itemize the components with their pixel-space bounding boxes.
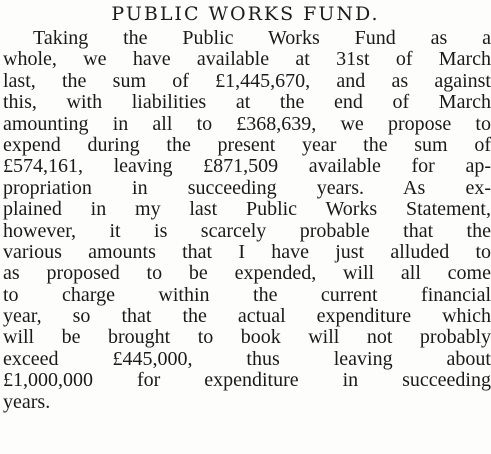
article-line: exceed £445,000, thus leaving about: [3, 348, 491, 370]
article-line: various amounts that I have just alluded to: [3, 241, 491, 263]
article-line: however, it is scarcely probable that the: [3, 220, 491, 242]
article-line: this, with liabilities at the end of March: [3, 92, 491, 114]
article-line: amounting in all to £368,639, we propose to: [3, 113, 491, 135]
article-line: years.: [3, 391, 51, 413]
article-line: to charge within the current financial: [3, 284, 491, 306]
article-line: plained in my last Public Works Statement,: [3, 199, 491, 221]
article-line: year, so that the actual expenditure which: [3, 306, 491, 328]
article-line: will be brought to book will not probably: [3, 327, 491, 349]
article-line: propriation in succeeding years. As ex-: [3, 177, 491, 199]
article-body: [3, 28, 491, 413]
article-line: whole, we have available at 31st of March: [3, 49, 491, 71]
article-heading: PUBLIC WORKS FUND.: [111, 3, 380, 25]
article-line: Taking the Public Works Fund as a: [33, 28, 491, 49]
article-line: last, the sum of £1,445,670, and as against: [3, 70, 491, 92]
article-line: £1,000,000 for expenditure in succeeding: [3, 370, 491, 392]
article-line: expend during the present year the sum of: [3, 134, 491, 156]
article-line: £574,161, leaving £871,509 available for ap-: [3, 156, 491, 178]
article-line: as proposed to be expended, will all come: [3, 263, 491, 285]
